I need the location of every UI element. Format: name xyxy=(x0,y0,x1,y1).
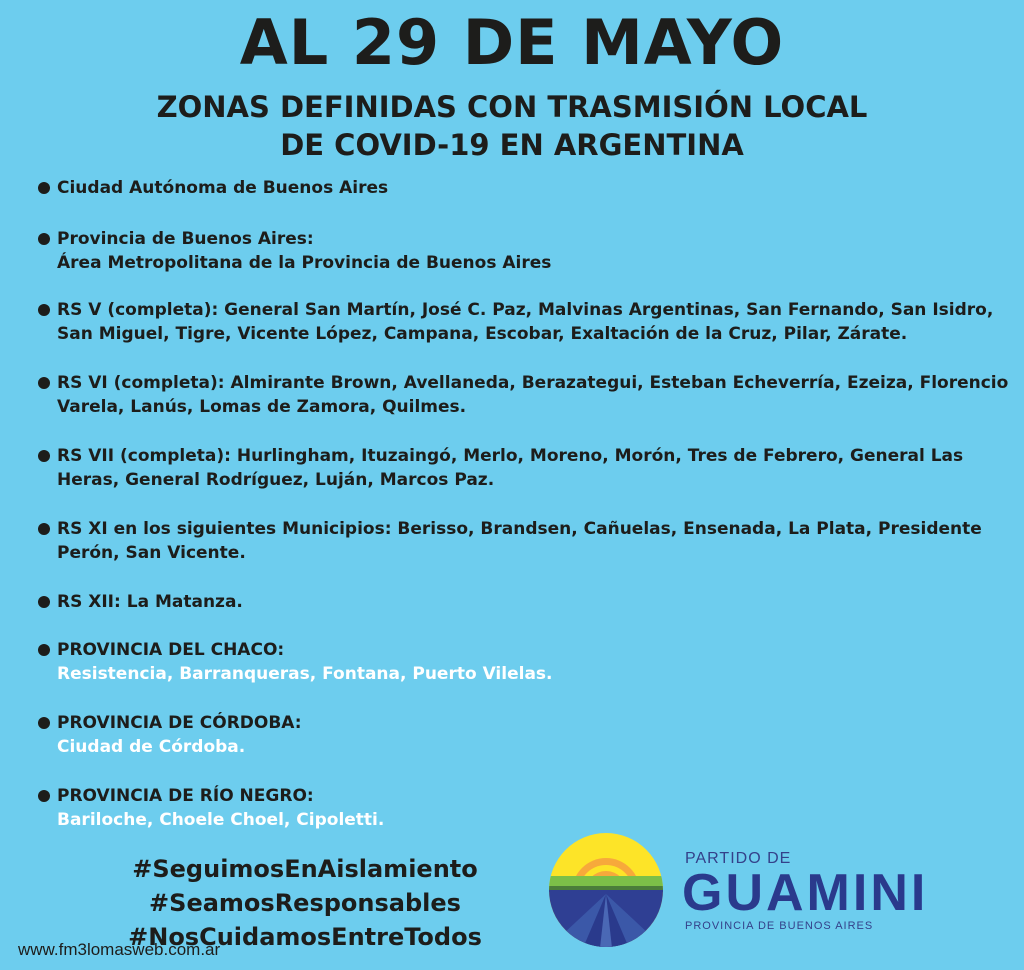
hashtag: #NosCuidamosEntreTodos xyxy=(128,923,482,951)
item-text: Ciudad de Córdoba. xyxy=(57,737,246,757)
guamini-logo-icon xyxy=(548,832,664,948)
item-text: General San Martín, José C. Paz, Malvinas Argentinas, San Fernando, San Isidro, San Miguel, Tigre, Vicente López, Campana, Escobar, Exaltación de la Cruz, Pilar, Zárate. xyxy=(57,300,994,344)
hashtags xyxy=(100,852,510,954)
item-text: Berisso, Brandsen, Cañuelas, Ensenada, La Plata, Presidente Perón, San Vicente. xyxy=(57,519,982,563)
list-item xyxy=(38,517,1013,565)
logo-name: GUAMINI xyxy=(682,864,929,922)
subtitle-line-1: ZONAS DEFINIDAS CON TRASMISIÓN LOCAL xyxy=(156,90,868,124)
bullet-icon xyxy=(38,182,50,194)
item-text: La Matanza. xyxy=(120,592,243,612)
logo-partido-label: PARTIDO DE xyxy=(685,850,792,867)
bullet-icon xyxy=(38,596,50,608)
item-label: RS V (completa): xyxy=(57,300,219,320)
list-item xyxy=(38,298,1013,346)
hashtag: #SeamosResponsables xyxy=(149,889,461,917)
item-label: RS XI en los siguientes Municipios: xyxy=(57,519,392,539)
list-item xyxy=(38,711,1013,759)
list-item xyxy=(38,371,1013,419)
item-label: PROVINCIA DE CÓRDOBA: xyxy=(57,713,302,733)
list-item xyxy=(38,590,1013,614)
item-label: Ciudad Autónoma de Buenos Aires xyxy=(57,178,389,198)
bullet-icon xyxy=(38,304,50,316)
list-item xyxy=(38,784,1013,832)
item-text: Hurlingham, Ituzaingó, Merlo, Moreno, Morón, Tres de Febrero, General Las Heras, General Rodríguez, Luján, Marcos Paz. xyxy=(57,446,964,490)
page-subtitle xyxy=(0,88,1024,164)
item-label: PROVINCIA DEL CHACO: xyxy=(57,640,285,660)
page-title: AL 29 DE MAYO xyxy=(239,6,785,79)
item-label: RS VII (completa): xyxy=(57,446,231,466)
item-label: Provincia de Buenos Aires: xyxy=(57,229,314,249)
item-text: Bariloche, Choele Choel, Cipoletti. xyxy=(57,810,385,830)
item-text: Almirante Brown, Avellaneda, Berazategui, Esteban Echeverría, Ezeiza, Florencio Varela, Lanús, Lomas de Zamora, Quilmes. xyxy=(57,373,1009,417)
item-text: Área Metropolitana de la Provincia de Buenos Aires xyxy=(57,253,552,273)
website-url: www.fm3lomasweb.com.ar xyxy=(18,940,221,959)
item-label: PROVINCIA DE RÍO NEGRO: xyxy=(57,786,314,806)
list-item xyxy=(38,176,1013,200)
item-label: RS VI (completa): xyxy=(57,373,225,393)
hashtag: #SeguimosEnAislamiento xyxy=(132,855,478,883)
list-item xyxy=(38,444,1013,492)
item-text: Resistencia, Barranqueras, Fontana, Puerto Vilelas. xyxy=(57,664,553,684)
bullet-icon xyxy=(38,790,50,802)
bullet-icon xyxy=(38,523,50,535)
bullet-icon xyxy=(38,450,50,462)
bullet-icon xyxy=(38,233,50,245)
subtitle-line-2: DE COVID-19 EN ARGENTINA xyxy=(280,128,744,162)
item-label: RS XII: xyxy=(57,592,121,612)
list-item xyxy=(38,227,1013,275)
bullet-icon xyxy=(38,377,50,389)
bullet-icon xyxy=(38,717,50,729)
list-item xyxy=(38,638,1013,686)
bullet-icon xyxy=(38,644,50,656)
logo-province-label: PROVINCIA DE BUENOS AIRES xyxy=(685,920,874,932)
